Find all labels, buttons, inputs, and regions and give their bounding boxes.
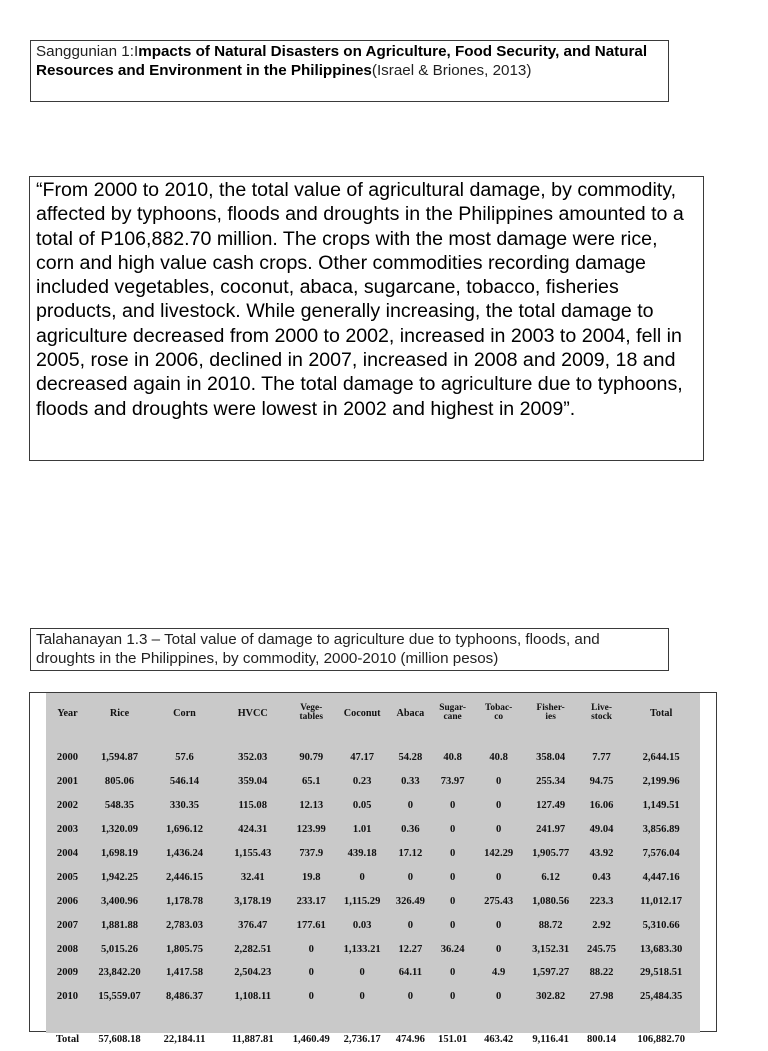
source-title: mpacts of Natural Disasters on Agriculture, Food Security, and Natural Resources and Environment in the Philippines: [36, 43, 648, 79]
table-cell: 94.75: [589, 776, 614, 788]
table-cell: 40.8: [489, 752, 508, 764]
column-header-line: Rice: [109, 707, 130, 719]
column-header-line: tables: [299, 712, 323, 722]
source-prefix: Sanggunian 1:I: [36, 43, 139, 60]
table-cell: 0: [407, 991, 414, 1003]
table-cell: 73.97: [440, 776, 465, 788]
table-cell: 5,310.66: [642, 919, 680, 931]
table-cell: 0: [449, 800, 456, 812]
table-caption: [30, 628, 669, 671]
row-label-cell: 2004: [56, 848, 79, 859]
table-cell: 3,178.19: [234, 895, 272, 907]
table-total-row: [48, 1029, 698, 1051]
table-cell: 1,942.25: [100, 871, 139, 883]
table-row: [48, 889, 698, 913]
column-header-line: HVCC: [237, 707, 268, 719]
table-cell: 0: [359, 871, 365, 883]
column-header: [334, 699, 390, 727]
table-row: [48, 746, 698, 770]
table-cell: 0: [308, 991, 314, 1003]
source-citation: (Israel & Briones, 2013): [371, 62, 532, 79]
table-row: [48, 794, 698, 818]
table-cell: 302.82: [536, 991, 566, 1003]
table-cell: 0.36: [401, 824, 420, 836]
table-cell: 3,856.89: [642, 824, 680, 836]
table-cell: 805.06: [104, 776, 135, 788]
table-cell: 0.03: [352, 919, 372, 931]
table-cell: 123.99: [296, 824, 326, 836]
table-cell: 223.3: [589, 895, 614, 907]
table-cell: 0: [308, 943, 314, 955]
table-row: [48, 865, 698, 889]
table-cell: 0: [449, 871, 456, 883]
table-cell: 474.96: [395, 1034, 425, 1046]
table-cell: 1,805.75: [165, 943, 204, 955]
table-cell: 0: [359, 991, 365, 1003]
column-header-line: Total: [650, 707, 673, 719]
table-spacer-row: [48, 727, 698, 746]
table-cell: 1,905.77: [532, 848, 570, 859]
column-header: [624, 699, 698, 727]
table-cell: 32.41: [240, 871, 265, 883]
table-cell: 29,518.51: [639, 967, 683, 979]
table-cell: 127.49: [536, 800, 566, 812]
column-header: [475, 699, 523, 727]
table-cell: 90.79: [299, 752, 324, 764]
table-image-frame: [29, 692, 717, 1046]
table-cell: 7,576.04: [642, 848, 680, 859]
table-cell: 0: [495, 824, 502, 836]
table-cell: 0: [359, 967, 365, 979]
row-label-cell: 2003: [56, 824, 79, 836]
table-cell: 13,683.30: [639, 943, 683, 955]
table-cell: 11,012.17: [640, 895, 683, 907]
column-header: [48, 699, 87, 727]
table-cell: 40.8: [443, 752, 462, 764]
row-label-cell: 2007: [56, 919, 79, 931]
table-cell: 1,696.12: [165, 824, 204, 836]
table-cell: 1,417.58: [165, 967, 204, 979]
column-header-line: co: [494, 712, 504, 722]
column-header-line: Vege-: [300, 703, 323, 713]
column-header-line: Year: [57, 707, 78, 719]
table-cell: 1,155.43: [234, 848, 272, 859]
table-cell: 2,446.15: [165, 871, 204, 883]
table-cell: 9,116.41: [532, 1034, 569, 1046]
table-cell: 0.23: [352, 776, 372, 788]
row-label-cell: 2010: [56, 991, 79, 1003]
table-cell: 0: [449, 848, 456, 859]
table-cell: 0: [449, 991, 456, 1003]
column-header-line: cane: [443, 712, 462, 722]
table-cell: 1,320.09: [100, 824, 139, 836]
table-cell: 1,080.56: [532, 895, 570, 907]
table-cell: 1,460.49: [292, 1034, 330, 1046]
column-header-line: Abaca: [396, 707, 425, 719]
table-cell: 12.27: [398, 943, 423, 955]
table-cell: 1,597.27: [532, 967, 570, 979]
row-label-cell: 2001: [56, 776, 79, 788]
table-cell: 2,282.51: [234, 943, 272, 955]
source-reference: [30, 40, 669, 102]
table-cell: 326.49: [395, 895, 425, 907]
table-cell: 0.05: [352, 800, 372, 812]
table-row: [48, 985, 698, 1009]
table-cell: 57,608.18: [98, 1034, 141, 1046]
row-label-cell: 2000: [56, 752, 79, 764]
table-cell: 0: [495, 991, 502, 1003]
table-cell: 6.12: [541, 871, 560, 883]
column-header-line: stock: [591, 712, 612, 722]
table-cell: 0: [308, 967, 314, 979]
table-row: [48, 937, 698, 961]
table-cell: 1,115.29: [343, 895, 381, 907]
table-cell: 88.72: [538, 919, 563, 931]
row-label-cell: 2005: [56, 871, 79, 883]
column-header-line: Sugar-: [439, 703, 466, 713]
table-cell: 0: [407, 800, 414, 812]
table-cell: 439.18: [347, 848, 377, 859]
table-cell: 43.92: [589, 848, 614, 859]
column-header: [579, 699, 625, 727]
table-cell: 255.34: [536, 776, 566, 788]
table-cell: 275.43: [484, 895, 514, 907]
column-header-line: Corn: [173, 707, 196, 719]
table-cell: 177.61: [296, 919, 326, 931]
table-cell: 1,436.24: [165, 848, 204, 859]
row-label-cell: 2006: [56, 895, 79, 907]
table-cell: 57.6: [175, 752, 194, 764]
table-cell: 245.75: [586, 943, 617, 955]
table-cell: 1,594.87: [100, 752, 139, 764]
table-cell: 54.28: [398, 752, 423, 764]
table-cell: 1,881.88: [100, 919, 139, 931]
row-label-cell: 2002: [56, 800, 79, 812]
table-cell: 2,783.03: [165, 919, 204, 931]
table-cell: 8,486.37: [165, 991, 204, 1003]
table-spacer-row: [48, 1009, 698, 1029]
table-cell: 49.04: [589, 824, 614, 836]
table-cell: 36.24: [440, 943, 465, 955]
table-cell: 0: [495, 871, 502, 883]
quote-text: “From 2000 to 2010, the total value of agricultural damage, by commodity, affected by typhoons, floods and droughts in the Philippines amounted to a total of P106,882.70 million. The crops with the most damage were rice, corn and high value cash crops. Other commodities recording damage included vegetables, coconut, abaca, sugarcane, tobacco, fisheries products, and livestock. While generally increasing, the total damage to agriculture decreased from 2000 to 2002, increased in 2003 to 2004, fell in 2005, rose in 2006, declined in 2007, increased in 2008 and 2009, 18 and decreased again in 2010. The total damage to agriculture due to typhoons, floods and droughts were lowest in 2002 and highest in 2009”.: [36, 179, 684, 420]
table-cell: 2.92: [592, 919, 611, 931]
column-header-line: Fisher-: [536, 703, 565, 713]
table-cell: 0: [449, 895, 456, 907]
table-cell: 548.35: [104, 800, 135, 812]
row-label-cell: 2009: [56, 967, 79, 979]
column-header-line: Coconut: [343, 707, 381, 719]
table-row: [48, 913, 698, 937]
table-cell: 2,504.23: [234, 967, 272, 979]
row-label-cell: 2008: [56, 943, 79, 955]
table-cell: 23,842.20: [98, 967, 141, 979]
table-cell: 142.29: [484, 848, 514, 859]
row-label-cell: Total: [55, 1034, 80, 1046]
table-cell: 0.43: [592, 871, 611, 883]
table-cell: 1.01: [352, 824, 372, 836]
column-header: [87, 699, 152, 727]
table-cell: 16.06: [589, 800, 614, 812]
table-cell: 0: [449, 967, 456, 979]
table-cell: 11,887.81: [231, 1034, 274, 1046]
table-cell: 0: [407, 919, 414, 931]
column-header: [152, 699, 217, 727]
table-header-row: [48, 699, 698, 727]
table-row: [48, 818, 698, 842]
column-header-line: Live-: [591, 703, 612, 713]
table-cell: 1,108.11: [234, 991, 271, 1003]
table-cell: 2,199.96: [642, 776, 680, 788]
table-cell: 3,400.96: [100, 895, 139, 907]
column-header: [390, 699, 430, 727]
quote-box: [29, 176, 704, 461]
table-cell: 3,152.31: [532, 943, 570, 955]
table-cell: 2,736.17: [343, 1034, 381, 1046]
table-cell: 359.04: [238, 776, 268, 788]
column-header: [289, 699, 335, 727]
column-header: [217, 699, 289, 727]
table-cell: 17.12: [398, 848, 423, 859]
table-caption-text: Talahanayan 1.3 – Total value of damage to agriculture due to typhoons, floods, and droughts in the Philippines, by commodity, 2000-2010 (million pesos): [36, 631, 600, 667]
table-cell: 233.17: [296, 895, 326, 907]
table-cell: 22,184.11: [163, 1034, 206, 1046]
table-cell: 19.8: [301, 871, 321, 883]
table-cell: 463.42: [484, 1034, 514, 1046]
table-cell: 7.77: [592, 752, 611, 764]
table-cell: 352.03: [238, 752, 268, 764]
table-cell: 64.11: [398, 967, 422, 979]
table-row: [48, 842, 698, 866]
table-cell: 0: [495, 919, 502, 931]
column-header: [522, 699, 578, 727]
table-cell: 1,178.78: [165, 895, 204, 907]
table-cell: 15,559.07: [98, 991, 141, 1003]
table-cell: 4,447.16: [642, 871, 680, 883]
table-cell: 0: [495, 800, 502, 812]
table-cell: 376.47: [238, 919, 268, 931]
table-cell: 0: [449, 824, 456, 836]
column-header: [430, 699, 474, 727]
table-cell: 115.08: [238, 800, 268, 812]
table-cell: 25,484.35: [639, 991, 683, 1003]
table-body: [48, 727, 698, 1051]
table-cell: 0: [495, 943, 502, 955]
table-cell: 358.04: [536, 752, 566, 764]
table-cell: 65.1: [301, 776, 321, 788]
table-cell: 0: [495, 776, 502, 788]
table-cell: 47.17: [350, 752, 375, 764]
table-cell: 88.22: [589, 967, 614, 979]
table-cell: 27.98: [589, 991, 614, 1003]
table-cell: 737.9: [299, 848, 324, 859]
table-cell: 1,149.51: [642, 800, 680, 812]
table-cell: 330.35: [169, 800, 200, 812]
table-row: [48, 770, 698, 794]
table-cell: 1,698.19: [100, 848, 139, 859]
table-row: [48, 961, 698, 985]
table-cell: 151.01: [438, 1034, 468, 1046]
table-cell: 12.13: [299, 800, 324, 812]
table-panel: [46, 693, 700, 1046]
table-cell: 800.14: [586, 1034, 617, 1046]
table-cell: 0: [449, 919, 456, 931]
column-header-line: ies: [545, 712, 556, 722]
table-cell: 0: [407, 871, 414, 883]
damage-table: [48, 699, 698, 1051]
table-cell: 0.33: [401, 776, 420, 788]
table-cell: 5,015.26: [100, 943, 139, 955]
table-cell: 1,133.21: [343, 943, 381, 955]
table-cell: 241.97: [536, 824, 566, 836]
table-cell: 2,644.15: [642, 752, 680, 764]
table-cell: 4.9: [492, 967, 506, 979]
table-cell: 546.14: [169, 776, 200, 788]
column-header-line: Tobac-: [485, 703, 513, 713]
table-cell: 106,882.70: [637, 1034, 685, 1046]
table-cell: 424.31: [238, 824, 268, 836]
